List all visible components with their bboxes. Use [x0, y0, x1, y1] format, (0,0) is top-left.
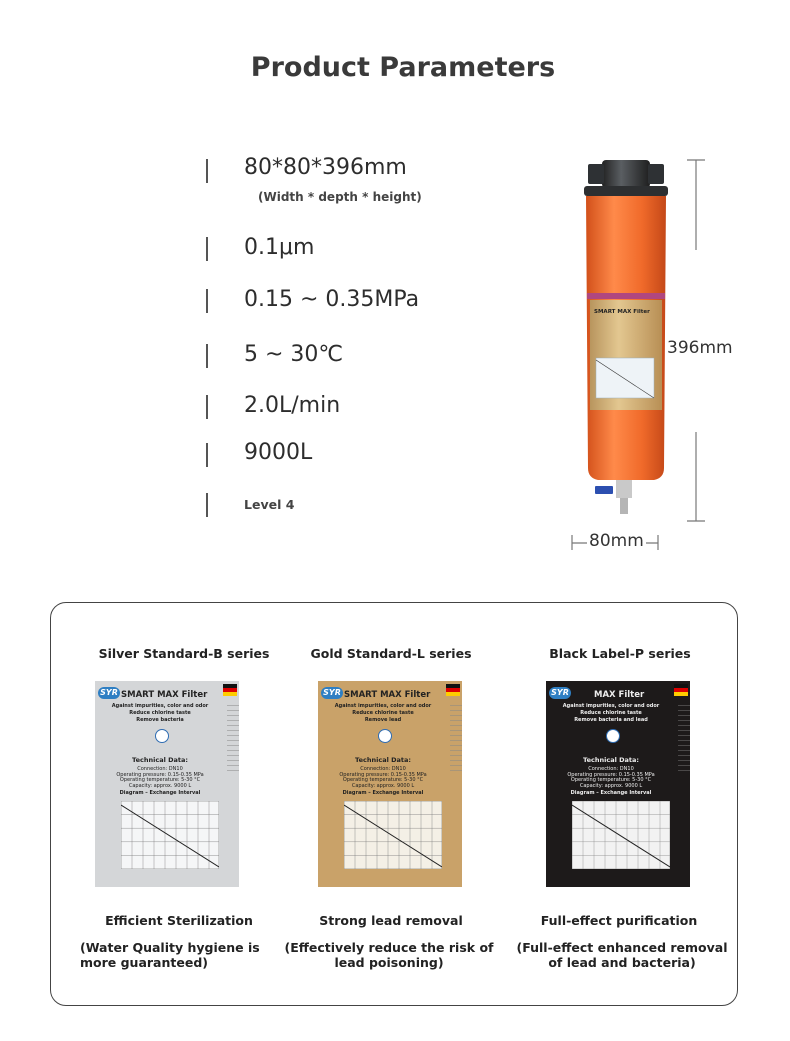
param-value: 2.0L/min	[244, 393, 341, 418]
param-value: Level 4	[244, 497, 295, 512]
exchange-interval-diagram	[344, 801, 442, 869]
param-row-stream	[0, 393, 560, 433]
exchange-interval-diagram	[572, 801, 670, 869]
certification-seal-icon	[155, 729, 169, 743]
separator	[206, 159, 208, 183]
separator	[206, 443, 208, 467]
label-feature-line: Against impurities, color and odor	[562, 703, 660, 709]
separator	[206, 289, 208, 313]
tech-line: Operating pressure: 0.15-0.35 MPa	[116, 771, 204, 778]
tech-title: Technical Data:	[355, 756, 411, 764]
tech-line: Capacity: approx. 9000 L	[128, 782, 192, 789]
filter-valve-handle	[595, 486, 613, 494]
param-value: 0.15 ~ 0.35MPa	[244, 287, 420, 312]
label-title: MAX Filter	[594, 690, 645, 700]
diagram-frame	[572, 801, 670, 869]
germany-flag-icon	[674, 684, 688, 696]
brand-logo: SYR	[321, 687, 343, 699]
filter-collar	[584, 186, 668, 196]
tech-title: Technical Data:	[583, 756, 639, 764]
tech-line: Operating temperature: 5-30 °C	[342, 777, 424, 783]
tech-line: Connection: DN10	[137, 766, 183, 772]
diagram-title: Diagram – Exchange Interval	[342, 790, 424, 796]
param-row-temperature	[0, 342, 560, 382]
separator	[206, 395, 208, 419]
feature-title-gold: Strong lead removal	[319, 913, 463, 928]
filter-label-title: SMART MAX Filter	[594, 309, 650, 315]
param-value: 5 ~ 30℃	[244, 342, 344, 367]
series-title-gold: Gold Standard-L series	[310, 646, 472, 661]
label-feature-line: Remove bacteria and lead	[574, 717, 648, 723]
germany-flag-icon	[223, 684, 237, 696]
label-side-text	[450, 701, 462, 771]
label-side-text	[227, 701, 239, 771]
filter-nozzle-tip	[620, 498, 628, 514]
feature-sub-black: (Full-effect enhanced removal of lead and bacteria)	[516, 940, 728, 970]
filter-nozzle	[616, 480, 632, 498]
tech-line: Operating temperature: 5-30 °C	[570, 777, 652, 783]
series-title-black: Black Label-P series	[549, 646, 691, 661]
label-side-text	[678, 701, 690, 771]
tech-line: Operating temperature: 5-30 °C	[119, 777, 201, 783]
filter-inlet	[588, 164, 604, 184]
label-feature-line: Reduce chlorine taste	[352, 710, 414, 716]
param-row-total	[0, 440, 560, 480]
tech-line: Connection: DN10	[588, 766, 634, 772]
certification-seal-icon	[606, 729, 620, 743]
label-feature-line: Against impurities, color and odor	[334, 703, 432, 709]
tech-line: Operating pressure: 0.15-0.35 MPa	[567, 771, 655, 778]
certification-seal-icon	[378, 729, 392, 743]
series-title-silver: Silver Standard-B series	[98, 646, 270, 661]
label-feature-line: Remove bacteria	[136, 717, 184, 723]
param-value: 80*80*396mm	[244, 155, 407, 180]
param-value: 9000L	[244, 440, 313, 465]
param-row-size	[0, 155, 560, 204]
param-row-series	[0, 493, 560, 533]
feature-title-silver: Efficient Sterilization	[105, 913, 253, 928]
series-label-image	[318, 681, 462, 887]
feature-sub-gold: (Effectively reduce the risk of lead poisoning)	[284, 940, 494, 970]
separator	[206, 344, 208, 368]
tech-line: Capacity: approx. 9000 L	[579, 782, 643, 789]
height-label: 396mm	[667, 338, 733, 358]
exchange-interval-diagram	[121, 801, 219, 869]
separator	[206, 493, 208, 517]
separator	[206, 237, 208, 261]
diagram-title: Diagram – Exchange Interval	[570, 790, 652, 796]
param-row-accuracy	[0, 235, 560, 275]
label-feature-line: Remove lead	[364, 717, 402, 723]
brand-logo: SYR	[98, 687, 120, 699]
param-row-pressure	[0, 287, 560, 327]
page-title: Product Parameters	[250, 52, 556, 83]
label-feature-line: Reduce chlorine taste	[580, 710, 642, 716]
series-label-image	[95, 681, 239, 887]
tech-line: Capacity: approx. 9000 L	[351, 782, 415, 789]
tech-title: Technical Data:	[132, 756, 188, 764]
feature-title-black: Full-effect purification	[540, 913, 698, 928]
brand-logo: SYR	[549, 687, 571, 699]
label-feature-line: Reduce chlorine taste	[129, 710, 191, 716]
tech-line: Operating pressure: 0.15-0.35 MPa	[339, 771, 427, 778]
series-label-image	[546, 681, 690, 887]
label-title: SMART MAX Filter	[121, 690, 208, 700]
feature-sub-silver: (Water Quality hygiene is more guaranteed)	[80, 940, 260, 970]
filter-purple-band	[587, 293, 665, 299]
param-sub: (Width * depth * height)	[258, 190, 422, 204]
label-title: SMART MAX Filter	[344, 690, 431, 700]
diagram-title: Diagram – Exchange Interval	[119, 790, 201, 796]
diagram-frame	[121, 801, 219, 869]
filter-cap	[602, 160, 650, 188]
diagram-frame	[344, 801, 442, 869]
label-feature-line: Against impurities, color and odor	[111, 703, 209, 709]
germany-flag-icon	[446, 684, 460, 696]
width-label: 80mm	[589, 531, 644, 551]
param-value: 0.1μm	[244, 235, 315, 260]
tech-line: Connection: DN10	[360, 766, 406, 772]
filter-outlet	[648, 164, 664, 184]
